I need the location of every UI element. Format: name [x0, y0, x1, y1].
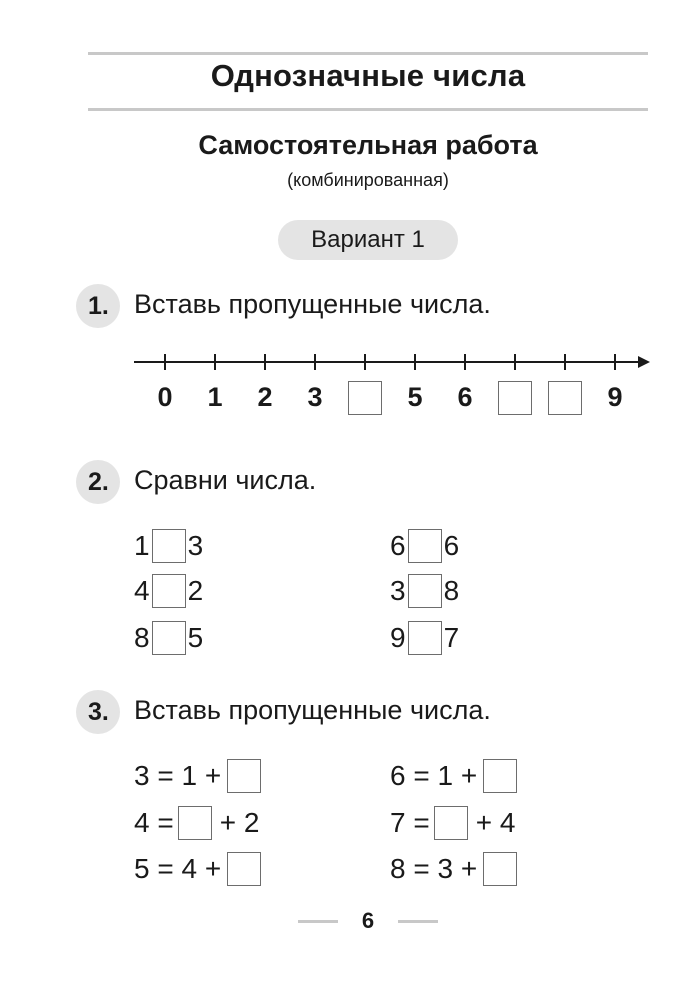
task-1-number: 1.	[76, 284, 120, 328]
compare-answer-box[interactable]	[152, 529, 186, 563]
number-line-arrow-icon	[638, 356, 650, 368]
compare-row: 8 5	[134, 622, 204, 653]
task-1-text: Вставь пропущенные числа.	[134, 289, 491, 319]
number-line-label: 3	[307, 382, 323, 412]
footer-line-right	[398, 920, 438, 923]
number-line-answer-box[interactable]	[498, 381, 532, 415]
page-number: 6	[361, 908, 375, 933]
equation-answer-box[interactable]	[434, 806, 468, 840]
number-line-label: 6	[457, 382, 473, 412]
compare-answer-box[interactable]	[152, 574, 186, 608]
equation-answer-box[interactable]	[178, 806, 212, 840]
task-3-number: 3.	[76, 690, 120, 734]
title-underline	[88, 108, 648, 111]
equation-row: 8 = 3 +	[390, 851, 519, 887]
compare-row: 3 8	[390, 575, 460, 606]
compare-answer-box[interactable]	[408, 574, 442, 608]
number-line	[0, 340, 700, 380]
equation-answer-box[interactable]	[227, 852, 261, 886]
number-line-label: 2	[257, 382, 273, 412]
variant-badge: Вариант 1	[278, 220, 458, 260]
task-2-number: 2.	[76, 460, 120, 504]
number-line-label: 9	[607, 382, 623, 412]
number-line-label: 0	[157, 382, 173, 412]
equation-row: 7 = + 4	[390, 807, 516, 838]
worksheet-subtitle: Самостоятельная работа	[198, 130, 538, 160]
equation-row: 4 = + 2	[134, 807, 260, 838]
compare-answer-box[interactable]	[152, 621, 186, 655]
compare-row: 1 3	[134, 530, 204, 561]
number-line-answer-box[interactable]	[348, 381, 382, 415]
compare-row: 9 7	[390, 622, 460, 653]
compare-row: 4 2	[134, 575, 204, 606]
equation-answer-box[interactable]	[483, 759, 517, 793]
task-3-text: Вставь пропущенные числа.	[134, 695, 491, 725]
equation-row: 6 = 1 +	[390, 758, 519, 794]
task-2-text: Сравни числа.	[134, 465, 317, 495]
equation-answer-box[interactable]	[227, 759, 261, 793]
top-rule	[88, 52, 648, 55]
compare-answer-box[interactable]	[408, 621, 442, 655]
number-line-label: 1	[207, 382, 223, 412]
compare-answer-box[interactable]	[408, 529, 442, 563]
page-title: Однозначные числа	[210, 58, 526, 93]
equation-row: 5 = 4 +	[134, 851, 263, 887]
number-line-label: 5	[407, 382, 423, 412]
equation-answer-box[interactable]	[483, 852, 517, 886]
compare-row: 6 6	[390, 530, 460, 561]
worksheet-note: (комбинированная)	[287, 170, 449, 190]
number-line-answer-box[interactable]	[548, 381, 582, 415]
equation-row: 3 = 1 +	[134, 758, 263, 794]
